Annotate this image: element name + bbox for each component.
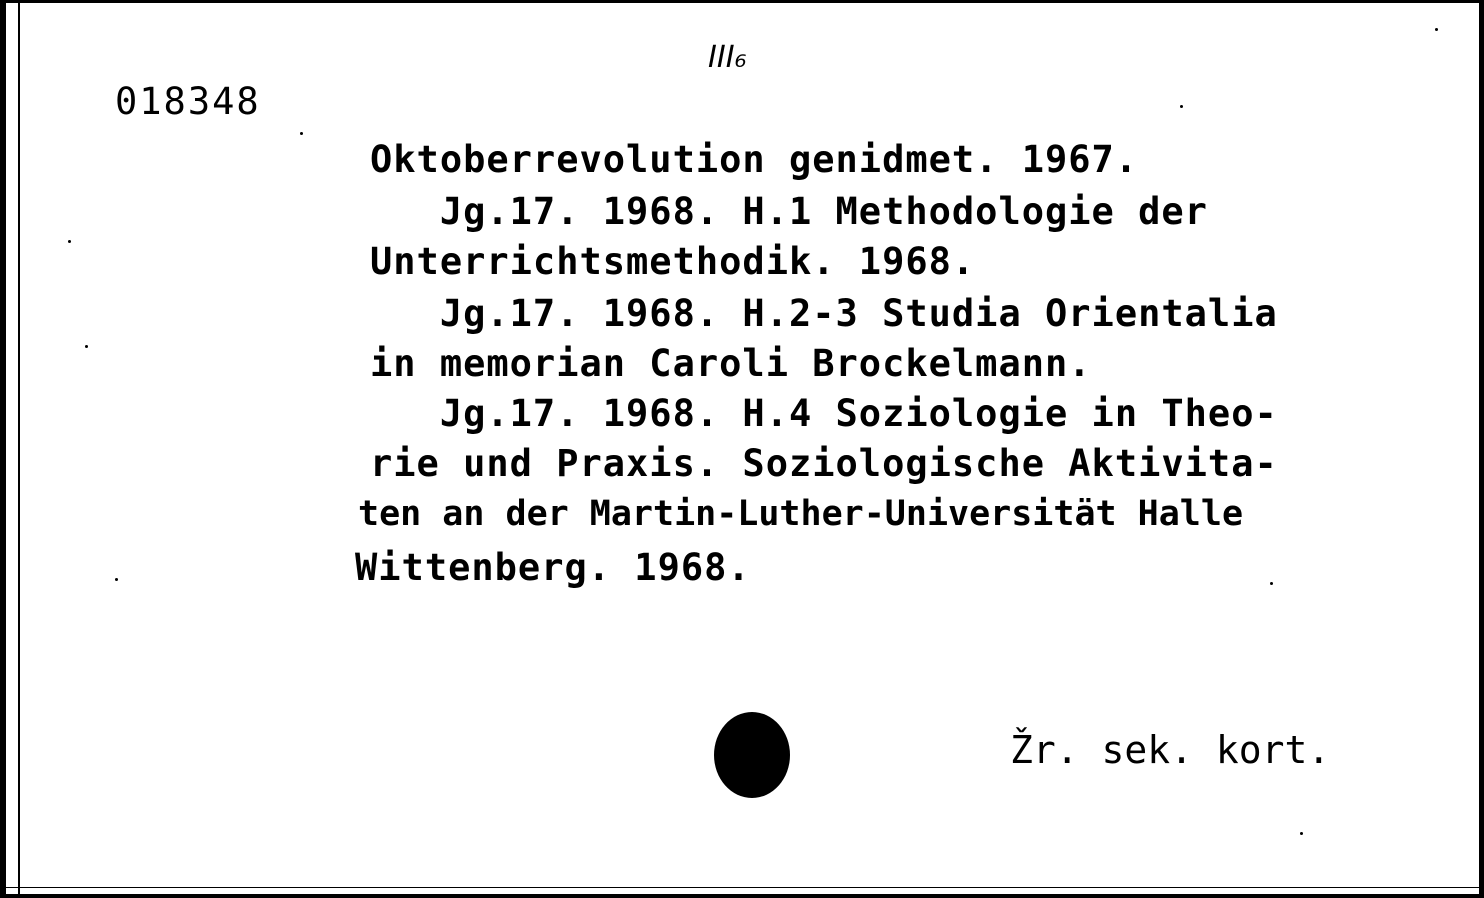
handwritten-mark: III₆ <box>708 40 747 75</box>
card-border-left-inner <box>18 0 20 898</box>
speck <box>115 578 118 581</box>
card-text-line: Jg.17. 1968. H.1 Methodologie der <box>370 190 1208 233</box>
speck <box>85 345 88 348</box>
stamp-text: Žr. sek. kort. <box>1010 728 1331 772</box>
speck <box>1435 28 1438 31</box>
card-text-line: rie und Praxis. Soziologische Aktivita- <box>370 442 1278 485</box>
speck <box>68 240 71 243</box>
card-border-bottom <box>0 894 1484 898</box>
card-text-line: ten an der Martin-Luther-Universität Halle <box>358 494 1244 534</box>
card-border-top <box>0 0 1484 3</box>
card-text-line: Jg.17. 1968. H.2-3 Studia Orientalia <box>370 292 1278 335</box>
card-text-line: Jg.17. 1968. H.4 Soziologie in Theo- <box>370 392 1278 435</box>
speck <box>300 132 303 135</box>
call-number: 018348 <box>115 80 261 123</box>
card-border-right <box>1479 0 1484 898</box>
card-text-line: Unterrichtsmethodik. 1968. <box>370 240 976 283</box>
speck <box>1300 832 1303 835</box>
card-text-line: Oktoberrevolution genidmet. 1967. <box>370 138 1139 181</box>
punch-hole <box>714 712 790 798</box>
speck <box>1180 105 1183 108</box>
card-text-line: in memorian Caroli Brockelmann. <box>370 342 1092 385</box>
speck <box>1270 582 1273 585</box>
card-text-line: Wittenberg. 1968. <box>355 546 751 589</box>
card-border-left <box>0 0 6 898</box>
card-border-bottom-inner <box>0 887 1484 888</box>
